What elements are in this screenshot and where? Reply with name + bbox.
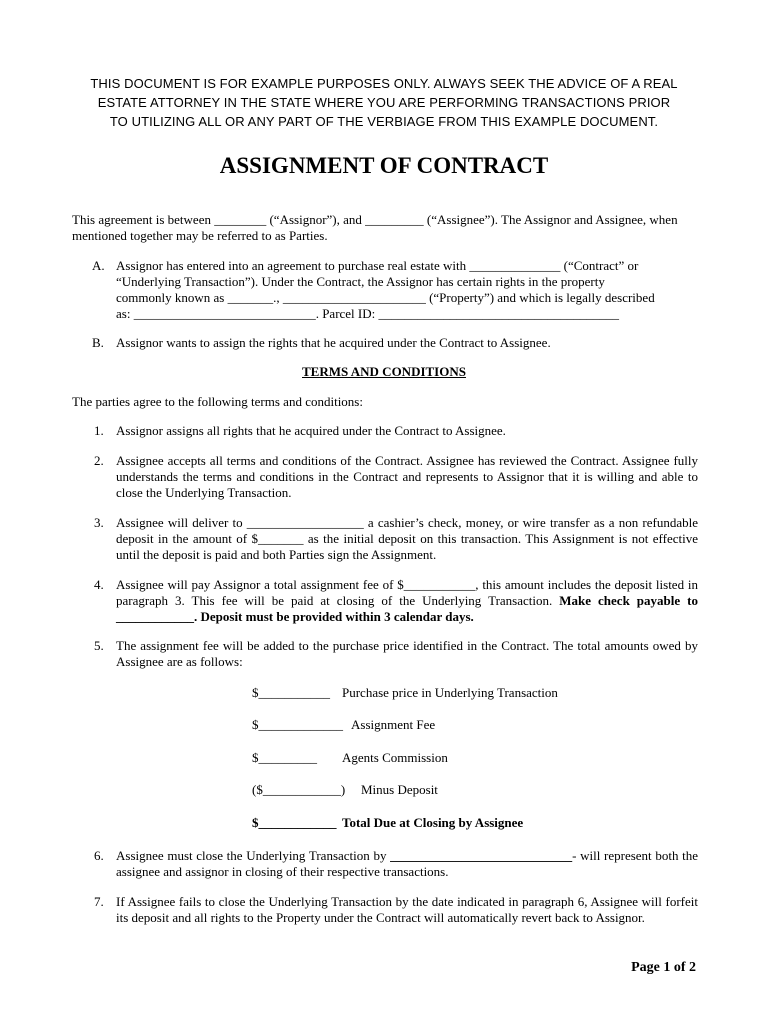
item-marker: 5.	[94, 638, 104, 653]
item-text-bold: Make check payable to ____________. Deposit must be provided within 3 calendar days.	[116, 593, 698, 624]
item-text	[116, 577, 698, 625]
disclaimer-line: THIS DOCUMENT IS FOR EXAMPLE PURPOSES ONLY. ALWAYS SEEK THE ADVICE OF A REAL	[90, 76, 678, 91]
item-text: The assignment fee will be added to the purchase price identified in the Contract. The total amounts owed by Assignee are as follows:	[116, 638, 698, 669]
item-marker: 2.	[94, 453, 104, 468]
intro-paragraph: This agreement is between ________ (“Assignor”), and _________ (“Assignee”). The Assignor and Assignee, when mentioned together may be referred to as Parties.	[72, 212, 678, 243]
fee-amount: $_____________	[252, 717, 343, 732]
item-marker: 1.	[94, 423, 104, 438]
recital-marker: A.	[92, 258, 105, 273]
item-marker: 7.	[94, 894, 104, 909]
item-marker: 6.	[94, 848, 104, 863]
fee-label: Total Due at Closing by Assignee	[342, 815, 524, 830]
recital-text: Assignor wants to assign the rights that he acquired under the Contract to Assignee.	[116, 335, 551, 350]
item-marker: 3.	[94, 515, 104, 530]
closing-date-blank: ____________________________	[390, 848, 573, 863]
recital-text	[116, 258, 700, 322]
document-title: ASSIGNMENT OF CONTRACT	[219, 153, 549, 178]
agree-text: The parties agree to the following terms and conditions:	[72, 394, 363, 409]
item-text: Assignor assigns all rights that he acquired under the Contract to Assignee.	[116, 423, 506, 438]
disclaimer-line: ESTATE ATTORNEY IN THE STATE WHERE YOU ARE PERFORMING TRANSACTIONS PRIOR	[97, 95, 671, 110]
item-text-before: Assignee must close the Underlying Transaction by	[116, 848, 391, 863]
fee-label: Assignment Fee	[351, 717, 436, 732]
item-text-after: - will represent both the assignee and assignor in closing of their respective transactions.	[116, 848, 698, 879]
page-number: Page 1 of 2	[631, 960, 696, 975]
fee-amount: $____________	[252, 815, 337, 830]
fee-label: Purchase price in Underlying Transaction	[342, 685, 558, 700]
recital-marker: B.	[92, 335, 104, 350]
recital-line: “Underlying Transaction”). Under the Contract, the Assignor has certain rights in the property	[116, 274, 605, 289]
recital-line: Assignor has entered into an agreement to purchase real estate with ______________ (“Contract” or	[116, 258, 639, 273]
recital-line: commonly known as _______., ______________________ (“Property”) and which is legally described	[116, 290, 655, 305]
section-heading: TERMS AND CONDITIONS	[302, 364, 466, 379]
item-text	[116, 848, 698, 880]
fee-amount: $_________	[252, 750, 317, 765]
disclaimer-line: TO UTILIZING ALL OR ANY PART OF THE VERBIAGE FROM THIS EXAMPLE DOCUMENT.	[109, 114, 659, 129]
disclaimer	[60, 74, 708, 131]
item-text: Assignee will deliver to __________________ a cashier’s check, money, or wire transfer as a non refundable deposit in the amount of $_______ as the initial deposit on this transaction. This Assignment is not effective until the deposit is paid and both Parties sign the Assignment.	[116, 515, 698, 562]
fee-label: Minus Deposit	[361, 782, 438, 797]
item-text: If Assignee fails to close the Underlying Transaction by the date indicated in paragraph 6, Assignee will forfeit its deposit and all rights to the Property under the Contract will automatically revert back to Assignor.	[116, 894, 698, 925]
item-text: Assignee accepts all terms and conditions of the Contract. Assignee has reviewed the Contract. Assignee fully understands the terms and conditions in the Contract and represents to Assignor that it is willing and able to close the Underlying Transaction.	[116, 453, 698, 500]
item-text-plain: Assignee will pay Assignor a total assignment fee of $___________, this amount includes the deposit listed in paragraph 3. This fee will be paid at closing of the Underlying Transaction.	[116, 577, 698, 608]
fee-amount: ($____________)	[252, 782, 346, 797]
fee-amount: $___________	[252, 685, 330, 700]
fee-label: Agents Commission	[342, 750, 448, 765]
item-marker: 4.	[94, 577, 104, 592]
recital-line: as: ____________________________. Parcel ID: _____________________________________	[116, 306, 620, 321]
